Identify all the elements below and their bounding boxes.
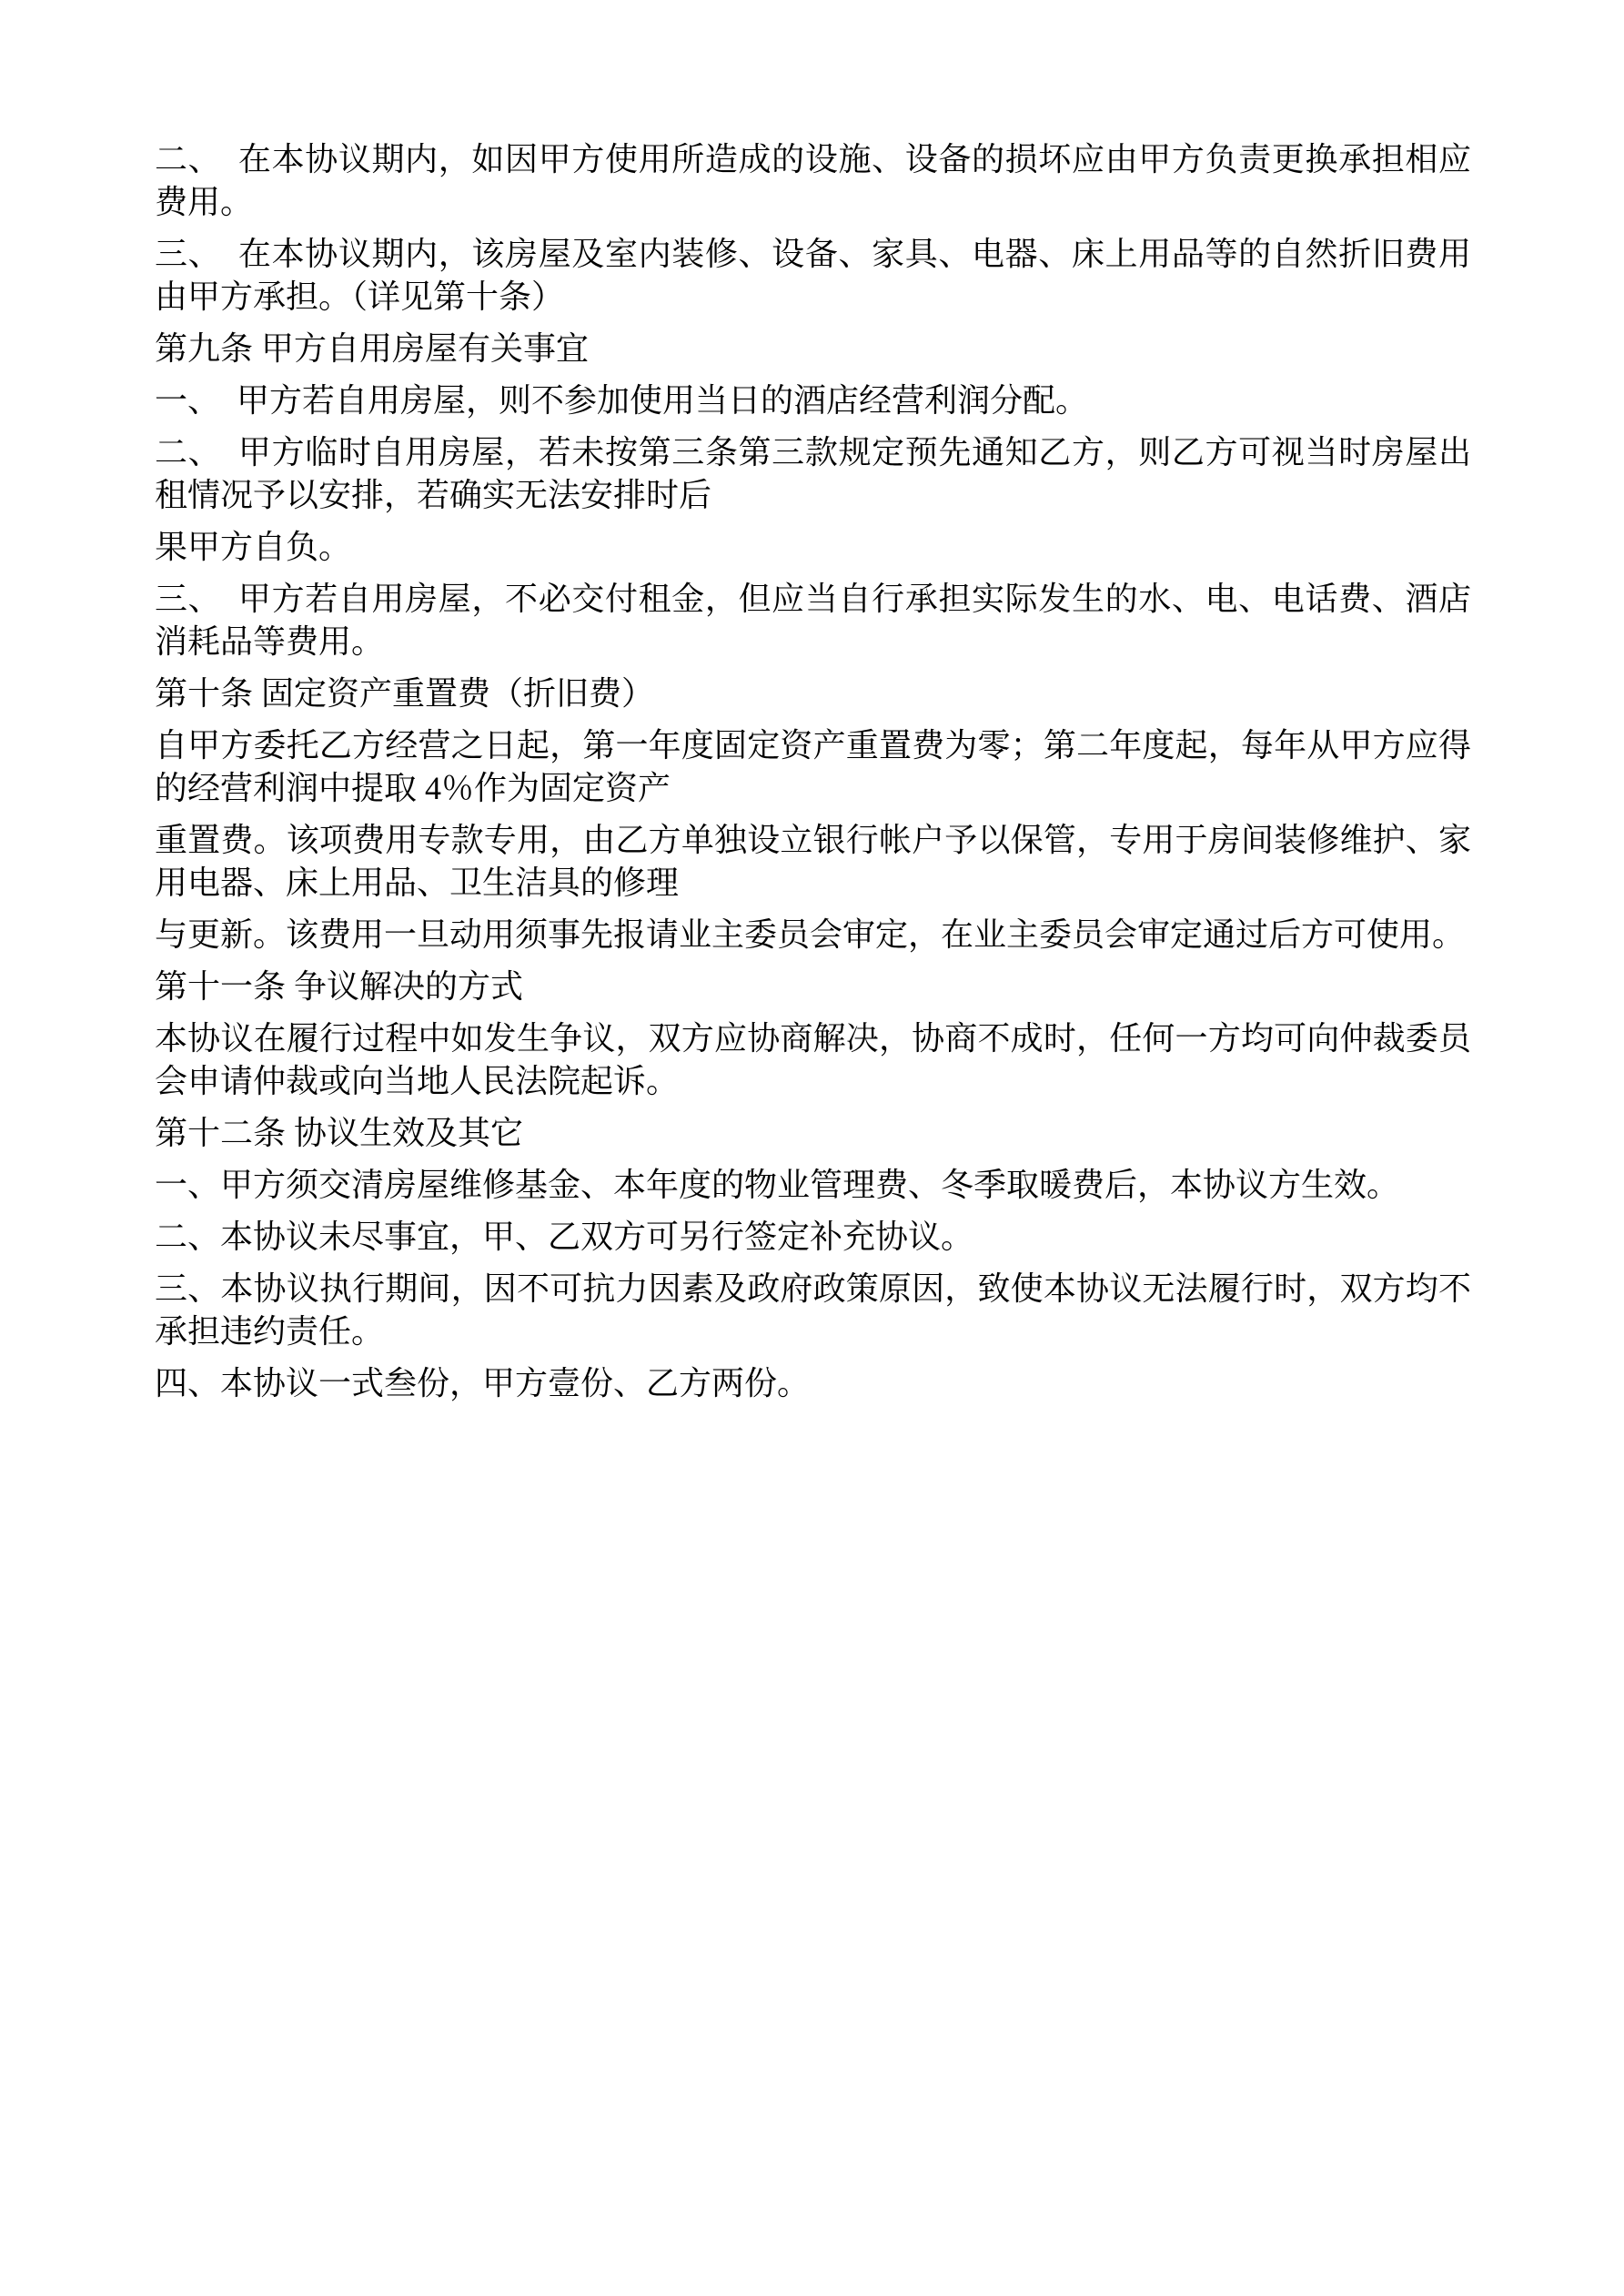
article9-item-2-continued: 果甲方自负。 [155, 529, 352, 565]
article12-item-1: 一、甲方须交清房屋维修基金、本年度的物业管理费、冬季取暖费后，本协议方生效。 [155, 1167, 1400, 1203]
article12-item-2: 二、本协议未尽事宜，甲、乙双方可另行签定补充协议。 [155, 1219, 974, 1255]
heading-article-9: 第九条 甲方自用房屋有关事宜 [155, 330, 590, 367]
article9-item-2: 二、 甲方临时自用房屋，若未按第三条第三款规定预先通知乙方，则乙方可视当时房屋出租情况予以安排，若确实无法安排时后 [155, 434, 1471, 513]
article9-item-3: 三、 甲方若自用房屋，不必交付租金，但应当自行承担实际发生的水、电、电话费、酒店消耗品等费用。 [155, 581, 1471, 660]
clause-3-depreciation: 三、 在本协议期内，该房屋及室内装修、设备、家具、电器、床上用品等的自然折旧费用由甲方承担。（详见第十条） [155, 236, 1471, 315]
article12-item-3: 三、本协议执行期间，因不可抗力因素及政府政策原因，致使本协议无法履行时，双方均不承担违约责任。 [155, 1270, 1471, 1350]
heading-article-10: 第十条 固定资产重置费（折旧费） [155, 675, 655, 712]
article9-item-1: 一、 甲方若自用房屋，则不参加使用当日的酒店经营利润分配。 [155, 382, 1089, 419]
heading-article-12: 第十二条 协议生效及其它 [155, 1115, 524, 1151]
article10-body-1: 自甲方委托乙方经营之日起，第一年度固定资产重置费为零；第二年度起，每年从甲方应得的经营利润中提取 4％作为固定资产 [155, 727, 1471, 806]
article12-item-4: 四、本协议一式叁份，甲方壹份、乙方两份。 [155, 1365, 811, 1401]
clause-2-facilities-damage: 二、 在本协议期内，如因甲方使用所造成的设施、设备的损坏应由甲方负责更换承担相应费用。 [155, 141, 1471, 220]
article10-body-3: 与更新。该费用一旦动用须事先报请业主委员会审定，在业主委员会审定通过后方可使用。 [155, 916, 1466, 953]
heading-article-11: 第十一条 争议解决的方式 [155, 968, 524, 1005]
article11-body: 本协议在履行过程中如发生争议，双方应协商解决，协商不成时，任何一方均可向仲裁委员会申请仲裁或向当地人民法院起诉。 [155, 1020, 1471, 1099]
article10-body-2: 重置费。该项费用专款专用，由乙方单独设立银行帐户予以保管，专用于房间装修维护、家用电器、床上用品、卫生洁具的修理 [155, 822, 1471, 901]
